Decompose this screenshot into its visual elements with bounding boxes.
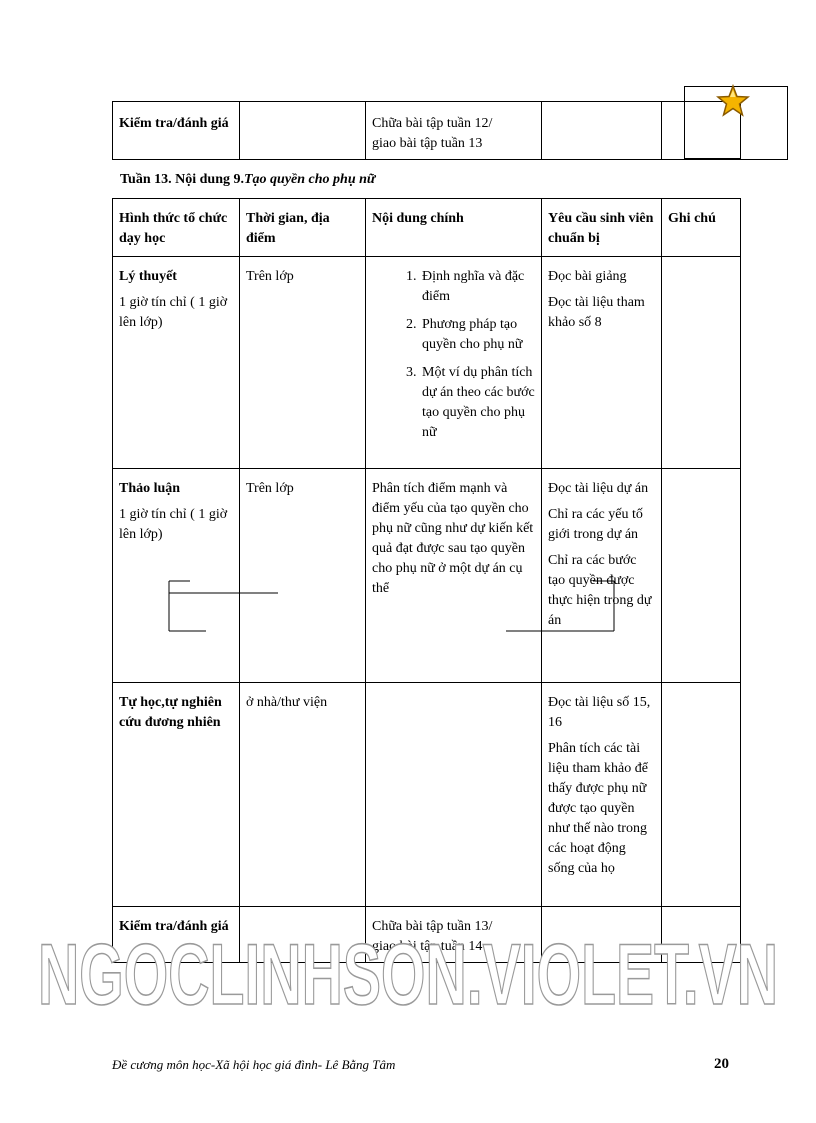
- prep-item: Đọc tài liệu dự án: [548, 481, 649, 496]
- top-table: [112, 101, 741, 160]
- header-cell: Yêu cầu sinh viên chuẩn bị: [542, 199, 662, 257]
- row-time: Trên lớp: [240, 469, 366, 683]
- table-row: [113, 257, 741, 469]
- content-line: Chữa bài tập tuần 13/: [372, 919, 493, 934]
- content-line: Chữa bài tập tuần 12/: [372, 116, 493, 131]
- prep-item: Chỉ ra các bước tạo quyền được thực hiện trong dự án: [548, 553, 652, 628]
- content-list: [372, 267, 535, 443]
- row-type-sub: 1 giờ tín chỉ ( 1 giờ lên lớp): [119, 507, 228, 542]
- section-prefix: Tuần 13. Nội dung 9.: [120, 172, 244, 187]
- star-icon: [716, 84, 750, 118]
- row-type: [113, 102, 240, 160]
- header-cell: Nội dung chính: [366, 199, 542, 257]
- list-item: 2. Phương pháp tạo quyền cho phụ nữ: [420, 315, 535, 355]
- header-cell: Hình thức tổ chức dạy học: [113, 199, 240, 257]
- row-content: [366, 257, 542, 469]
- row-content: [366, 683, 542, 907]
- list-item: 1. Định nghĩa và đặc điểm: [420, 267, 535, 307]
- schedule-table: [112, 198, 741, 963]
- row-prep: [542, 469, 662, 683]
- section-title: Tạo quyền cho phụ nữ: [243, 172, 376, 187]
- row-type-label: Lý thuyết: [119, 269, 177, 284]
- row-type-label: Kiểm tra/đánh giá: [119, 919, 229, 934]
- prep-item: Đọc tài liệu số 15, 16: [548, 695, 651, 730]
- row-time: ở nhà/thư viện: [240, 683, 366, 907]
- header-cell: Thời gian, địa điểm: [240, 199, 366, 257]
- row-note: [662, 683, 741, 907]
- row-note: [662, 469, 741, 683]
- prep-item: Đọc tài liệu tham khảo số 8: [548, 295, 645, 330]
- row-time: Trên lớp: [240, 257, 366, 469]
- prep-item: Chỉ ra các yếu tố giới trong dự án: [548, 507, 643, 542]
- table-row: [113, 683, 741, 907]
- section-heading: [120, 172, 375, 188]
- page-number: 20: [714, 1056, 729, 1072]
- header-cell: Ghi chú: [662, 199, 741, 257]
- content-line: giao bài tập tuần 14: [372, 939, 483, 954]
- watermark-text: NGOCLINHSON.VIOLET.VN: [38, 927, 778, 1016]
- list-item: 3. Một ví dụ phân tích dự án theo các bước tạo quyền cho phụ nữ: [420, 363, 535, 443]
- content-line: giao bài tập tuần 13: [372, 136, 483, 151]
- header-row: [113, 199, 741, 257]
- row-type-label: Tự học,tự nghiên cứu đương nhiên: [119, 695, 222, 730]
- row-prep: [542, 683, 662, 907]
- row-type-label: Kiểm tra/đánh giá: [119, 116, 229, 131]
- row-time: [240, 102, 366, 160]
- footer-text: Đề cương môn học-Xã hội học giá đình- Lê Bằng Tâm: [112, 1057, 396, 1072]
- row-type: [113, 683, 240, 907]
- row-type: [113, 469, 240, 683]
- row-type: [113, 257, 240, 469]
- row-note: [662, 257, 741, 469]
- row-content: Phân tích điểm mạnh và điểm yếu của tạo quyền cho phụ nữ cũng như dự kiến kết quả đạt được sau tạo quyền cho phụ nữ ở một dự án cụ thể: [366, 469, 542, 683]
- row-prep: [542, 257, 662, 469]
- row-content: [366, 102, 542, 160]
- prep-item: Phân tích các tài liệu tham khảo để thấy được phụ nữ được tạo quyền như thế nào trong các hoạt động sống của họ: [548, 741, 648, 876]
- row-type-label: Thảo luận: [119, 481, 181, 496]
- table-row: [113, 469, 741, 683]
- row-type-sub: 1 giờ tín chỉ ( 1 giờ lên lớp): [119, 295, 228, 330]
- prep-item: Đọc bài giảng: [548, 269, 627, 284]
- row-prep: [542, 102, 662, 160]
- watermark: [28, 926, 788, 1016]
